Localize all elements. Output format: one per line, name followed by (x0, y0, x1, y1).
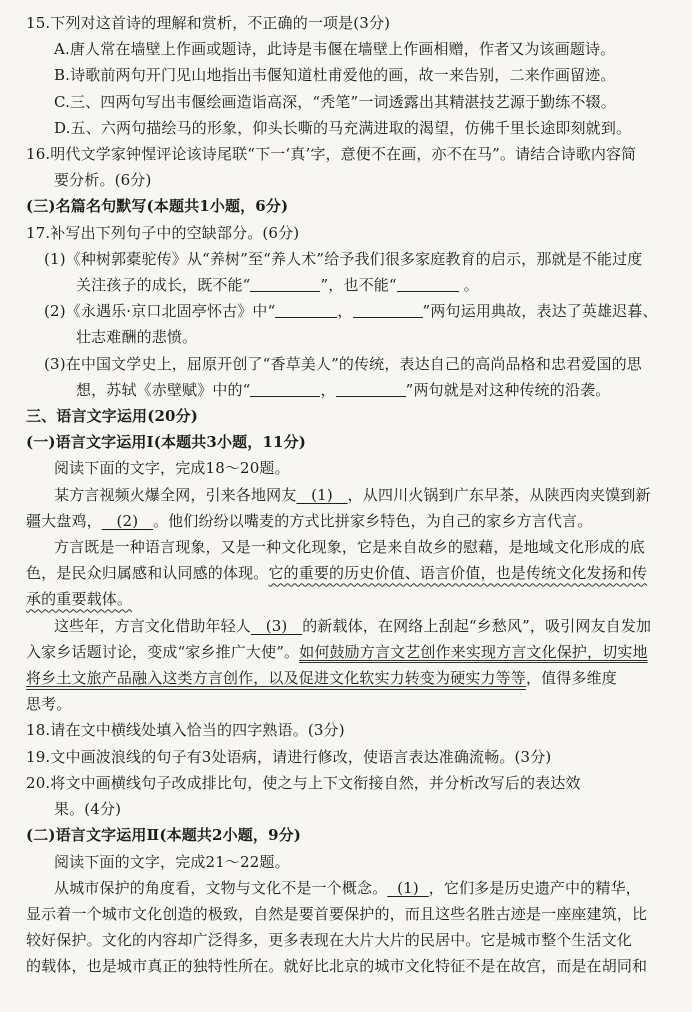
q17-item3-line2: 想，苏轼《赤壁赋》中的“ ， ”两句就是对这种传统的沿袭。 (76, 380, 611, 399)
reading-instruction-2: 阅读下面的文字，完成21～22题。 (54, 852, 290, 871)
passage2-line1: 从城市保护的角度看，文物与文化不是一个概念。 (1) ，它们多是历史遗产中的精华， (54, 878, 641, 897)
part3-header: 三、语言文字运用(20分) (26, 407, 199, 426)
passage1-blank-2[interactable]: (2) (116, 511, 139, 530)
fill-blank-17-2b[interactable] (353, 302, 423, 318)
fill-blank-17-2a[interactable] (275, 302, 337, 318)
passage2-line3: 较好保护。文化的内容却广泛得多，更多表现在大片大片的民居中。它是城市整个生活文化 (26, 931, 633, 950)
fill-blank-17-3a[interactable] (250, 381, 320, 397)
passage1-line6: 这些年，方言文化借助年轻人 (3) 的新载体，在网络上刮起“乡愁风”，吸引网友自发加 (54, 616, 652, 635)
q17-item3-line1: (3)在中国文学史上，屈原开创了“香草美人”的传统，表达自己的高尚品格和忠君爱国的思 (44, 354, 642, 373)
q15-option-b: B.诗歌前两句开门见山地指出韦偃知道杜甫爱他的画，故一来告别，二来作画留迹。 (54, 66, 616, 85)
fill-blank-17-1a[interactable] (250, 276, 320, 292)
underlined-sentence-end: 将乡土文旅产品融入这类方言创作，以及促进文化软实力转变为硬实力等等 (26, 669, 526, 688)
passage2-line4: 的载体，也是城市真正的独特性所在。就好比北京的城市文化特征不是在故宫，而是在胡同和 (26, 957, 648, 976)
subsection2-header: (二)语言文字运用Ⅱ(本题共2小题，9分) (26, 826, 302, 845)
passage1-line3: 方言既是一种语言现象，又是一种文化现象，它是来自故乡的慰藉，是地域文化形成的底 (54, 538, 645, 557)
wavy-underlined-sentence: 它的重要的历史价值、语言价值，也是传统文化发扬和传 (268, 564, 648, 583)
q15-option-d: D.五、六两句描绘马的形象，仰头长嘶的马充满进取的渴望，仿佛千里长途即刻就到。 (54, 118, 632, 137)
passage1-line5 (26, 586, 678, 612)
q16-line1: 16.明代文学家钟惺评论该诗尾联“下一‘真’字，意便不在画，亦不在马”。请结合诗歌内容简 (26, 145, 637, 164)
q17-item2-line1: (2)《永遇乐·京口北固亭怀古》中“ ， ”两句运用典故，表达了英雄迟暮、 (44, 302, 658, 321)
passage2-line2: 显示着一个城市文化创造的极致，自然是要首要保护的，而且这些名胜古迹是一座座建筑，比 (26, 904, 648, 923)
q15-option-c: C.三、四两句写出韦偃绘画造诣高深，“秃笔”一词透露出其精湛技艺源于勤练不辍。 (54, 92, 616, 111)
passage1-blank-1[interactable]: (1) (311, 485, 333, 504)
passage1-blank-3[interactable]: (3) (265, 616, 288, 635)
q19: 19.文中画波浪线的句子有3处语病，请进行修改，使语言表达准确流畅。(3分) (26, 747, 552, 766)
q20-line1: 20.将文中画横线句子改成排比句，使之与上下文衔接自然，并分析改写后的表达效 (26, 773, 581, 792)
passage1-line1: 某方言视频火爆全网，引来各地网友 (1) ，从四川火锅到广东早茶，从陕西肉夹馍到新 (54, 485, 651, 504)
q15-stem: 15.下列对这首诗的理解和赏析，不正确的一项是(3分) (26, 14, 391, 32)
q17-item1-line1: (1)《种树郭橐驼传》从“养树”至“养人术”给予我们很多家庭教育的启示，那就是不能过度 (44, 249, 643, 268)
passage2-blank-1[interactable]: (1) (397, 878, 419, 897)
underlined-sentence: 如何鼓励方言文艺创作来实现方言文化保护，切实地 (299, 642, 648, 661)
q15-option-a: A.唐人常在墙壁上作画或题诗，此诗是韦偃在墙壁上作画相赠，作者又为该画题诗。 (54, 40, 616, 59)
q17-item1-line2: 关注孩子的成长，既不能“ ”，也不能“ 。 (76, 276, 479, 295)
wavy-underlined-sentence-end: 承的重要载体。 (26, 590, 133, 609)
section3-header: (三)名篇名句默写(本题共1小题，6分) (26, 197, 289, 216)
passage1-line8: 将乡土文旅产品融入这类方言创作，以及促进文化软实力转变为硬实力等等，值得多维度 (26, 669, 617, 688)
passage1-line9: 思考。 (26, 695, 72, 714)
subsection1-header: (一)语言文字运用Ⅰ(本题共3小题，11分) (26, 433, 307, 452)
passage1-line4: 色，是民众归属感和认同感的体现。它的重要的历史价值、语言价值，也是传统文化发扬和传 (26, 564, 648, 583)
fill-blank-17-1b[interactable] (397, 276, 459, 292)
q17-stem: 17.补写出下列句子中的空缺部分。(6分) (26, 223, 300, 242)
q20-line2: 果。(4分) (54, 800, 122, 819)
q16-line2: 要分析。(6分) (54, 171, 152, 190)
reading-instruction-1: 阅读下面的文字，完成18～20题。 (54, 459, 290, 478)
fill-blank-17-3b[interactable] (336, 381, 406, 397)
q18: 18.请在文中横线处填入恰当的四字熟语。(3分) (26, 721, 345, 740)
passage1-line7: 入家乡话题讨论，变成“家乡推广大使”。如何鼓励方言文艺创作来实现方言文化保护，切实地 (26, 642, 648, 661)
q17-item2-line2: 壮志难酬的悲愤。 (76, 328, 198, 347)
passage1-line2: 疆大盘鸡， (2) 。他们纷纷以嘴麦的方式比拼家乡特色，为自己的家乡方言代言。 (26, 511, 593, 530)
